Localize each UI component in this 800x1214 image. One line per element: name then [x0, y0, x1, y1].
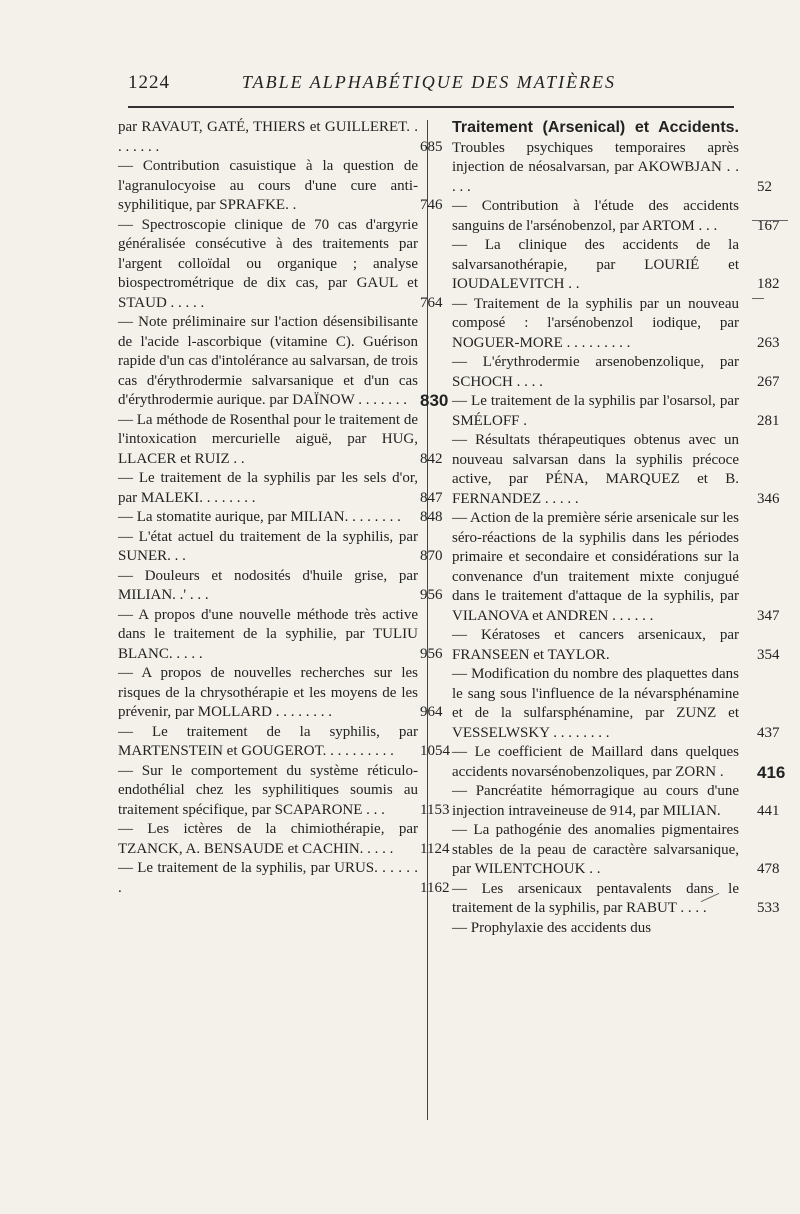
index-entry — [452, 626, 780, 665]
index-entry — [118, 313, 449, 411]
page-reference: 52 — [757, 178, 772, 195]
entry-text: — Contribution casuistique à la question de l'agranulocyoise au cours d'une cure anti-syphilitique, par SPRAFKE. . — [118, 158, 418, 213]
index-entry — [452, 509, 780, 626]
index-entry — [118, 157, 443, 216]
page-reference: 354 — [757, 646, 780, 663]
page-reference: 167 — [757, 217, 780, 234]
page-reference: 263 — [757, 334, 780, 351]
index-entry — [118, 118, 443, 157]
entry-text: — La pathogénie des anomalies pigmentaires stables de la peau de caractère salvarsanique, par WILENTCHOUK . . — [452, 822, 739, 877]
entry-text: — Spectroscopie clinique de 70 cas d'argyrie généralisée consécutive à des traitements par l'argent colloïdal ou organique ; analyse biospectrométrique de dix cas, par GAUL et STAUD . . . . . — [118, 216, 418, 311]
entry-text: — La clinique des accidents de la salvarsanothérapie, par LOURIÉ et IOUDALEVITCH . . — [452, 237, 739, 292]
entry-text: — Le coefficient de Maillard dans quelques accidents novarsénobenzoliques, par ZORN . — [452, 744, 739, 780]
entry-text: par RAVAUT, GATÉ, THIERS et GUILLERET. . . . . . . . — [118, 119, 418, 155]
index-entry — [118, 606, 443, 665]
page-number: 1224 — [128, 72, 170, 93]
entry-text: — Le traitement de la syphilis par les sels d'or, par MALEKI. . . . . . . . — [118, 470, 418, 506]
entry-text: — Le traitement de la syphilis, par MARTENSTEIN et GOUGEROT. . . . . . . . . . — [118, 723, 418, 759]
page-reference: 1162 — [420, 879, 450, 896]
index-entry — [452, 295, 780, 354]
page-header — [128, 72, 730, 102]
entry-text: — Les ictères de la chimiothérapie, par TZANCK, A. BENSAUDE et CACHIN. . . . . — [118, 821, 418, 857]
entry-text: — Sur le comportement du système réticulo-endothélial chez les syphilitiques soumis au traitement spécifique, par SCAPARONE . . . — [118, 762, 418, 818]
index-entry — [118, 664, 443, 723]
index-entry — [452, 782, 780, 821]
entry-text: — Résultats thérapeutiques obtenus avec un nouveau salvarsan dans la syphilis précoce active, par PÉNA, MARQUEZ et B. FERNANDEZ . . . . . — [452, 432, 739, 507]
page-reference: 956 — [420, 645, 443, 662]
page-reference: 437 — [757, 724, 780, 741]
entry-text: — Pancréatite hémorragique au cours d'une injection intraveineuse de 914, par MILIAN. — [452, 783, 739, 819]
left-column — [118, 118, 450, 898]
entry-text: — La méthode de Rosenthal pour le traitement de l'intoxication mercurielle aiguë, par HUG, LLACER et RUIZ . . — [118, 411, 418, 467]
entry-text: — Le traitement de la syphilis par l'osarsol, par SMÉLOFF . — [452, 393, 739, 429]
page-reference: 267 — [757, 373, 780, 390]
page-reference: 870 — [420, 548, 443, 564]
index-entry — [118, 508, 443, 528]
index-entry — [452, 919, 739, 939]
page-reference: 848 — [420, 509, 443, 525]
index-entry — [452, 118, 772, 197]
index-entry — [118, 567, 443, 606]
margin-mark — [752, 298, 764, 299]
entry-text: — Prophylaxie des accidents dus — [452, 919, 652, 936]
entry-text: — L'état actuel du traitement de la syphilis, par SUNER. . . — [118, 528, 418, 564]
page-reference: 182 — [757, 276, 780, 292]
index-entry — [118, 859, 450, 898]
entry-text: — Le traitement de la syphilis, par URUS. . . . . . . — [118, 860, 418, 896]
entry-heading: Traitement (Arsenical) et Accidents. — [452, 119, 739, 136]
entry-text: — Traitement de la syphilis par un nouveau composé : l'arsénobenzol iodique, par NOGUER-MORE . . . . . . . . . — [452, 295, 739, 351]
page-reference: 1153 — [420, 801, 450, 818]
index-entry — [118, 820, 450, 859]
entry-text: — Les arsenicaux pentavalents dans le traitement de la syphilis, par RABUT . . . . — [452, 880, 739, 916]
page-reference: 533 — [757, 900, 780, 916]
page-reference: 746 — [420, 197, 443, 213]
entry-text: — Modification du nombre des plaquettes dans le sang sous l'influence de la névarsphénamine et de la sulfarsphénamine, par ZUNZ et VESSELWSKY . . . . . . . . — [452, 666, 739, 741]
index-entry — [118, 528, 443, 567]
entry-text: — Contribution à l'étude des accidents sanguins de l'arsénobenzol, par ARTOM . . . — [452, 198, 739, 234]
index-entry — [452, 353, 780, 392]
page-reference: 1124 — [420, 840, 450, 857]
page-reference: 1054 — [420, 743, 450, 759]
index-entry — [452, 880, 780, 919]
page-reference: 416 — [757, 762, 786, 782]
page-reference: 764 — [420, 294, 443, 311]
header-rule — [128, 106, 734, 108]
index-entry — [118, 216, 443, 314]
index-entry — [452, 821, 780, 880]
page-reference: 685 — [420, 138, 443, 155]
entry-text: — A propos d'une nouvelle méthode très active dans le traitement de la syphilie, par TULIU BLANC. . . . . — [118, 606, 418, 662]
entry-text: — Douleurs et nodosités d'huile grise, par MILIAN. .' . . . — [118, 567, 418, 603]
index-entry — [452, 236, 780, 295]
page-reference: 281 — [757, 412, 780, 429]
page-reference: 441 — [757, 802, 780, 819]
page-reference: 842 — [420, 450, 443, 467]
right-column — [452, 118, 786, 938]
entry-text: — Note préliminaire sur l'action désensibilisante de l'acide l-ascorbique (vitamine C). Guérison rapide d'un cas d'intolérance au salvarsan, de trois cas d'érythrodermie salvarsanique et d'un cas d'érythrodermie aurique. par DAÏNOW . . . . . . . — [118, 314, 418, 408]
entry-text: — Kératoses et cancers arsenicaux, par FRANSEEN et TAYLOR. — [452, 627, 739, 663]
index-entry — [118, 762, 450, 821]
index-entry — [118, 411, 443, 470]
index-entry — [118, 723, 450, 762]
entry-text: — Action de la première série arsenicale sur les séro-réactions de la syphilis dans les périodes primaire et secondaire et considérations sur la convenance d'un traitement mixte conjugué dans le traitement d'attaque de la syphilis, par VILANOVA et ANDREN . . . . . . — [452, 510, 739, 624]
index-entry — [118, 469, 443, 508]
margin-mark — [752, 220, 788, 221]
index-entry — [452, 392, 780, 431]
index-entry — [452, 197, 780, 236]
column-divider — [427, 120, 428, 1120]
running-title: TABLE ALPHABÉTIQUE DES MATIÈRES — [241, 72, 617, 92]
page-reference: 347 — [757, 607, 780, 624]
page-reference: 830 — [420, 391, 449, 410]
entry-text: — L'érythrodermie arsenobenzolique, par SCHOCH . . . . — [452, 354, 739, 390]
index-entry — [452, 743, 786, 782]
entry-text: — A propos de nouvelles recherches sur les risques de la chrysothérapie et les moyens de les prévenir, par MOLLARD . . . . . . . . — [118, 665, 418, 720]
page-reference: 847 — [420, 489, 443, 506]
page-reference: 964 — [420, 704, 443, 720]
entry-text: Troubles psychiques temporaires après injection de néosalvarsan, par AKOWBJAN . . . . . — [452, 139, 739, 195]
page-reference: 956 — [420, 587, 443, 603]
page-reference: 478 — [757, 861, 780, 877]
entry-text: — La stomatite aurique, par MILIAN. . . . . . . . — [118, 509, 401, 525]
index-entry — [452, 431, 780, 509]
page-reference: 346 — [757, 490, 780, 507]
index-entry — [452, 665, 780, 743]
